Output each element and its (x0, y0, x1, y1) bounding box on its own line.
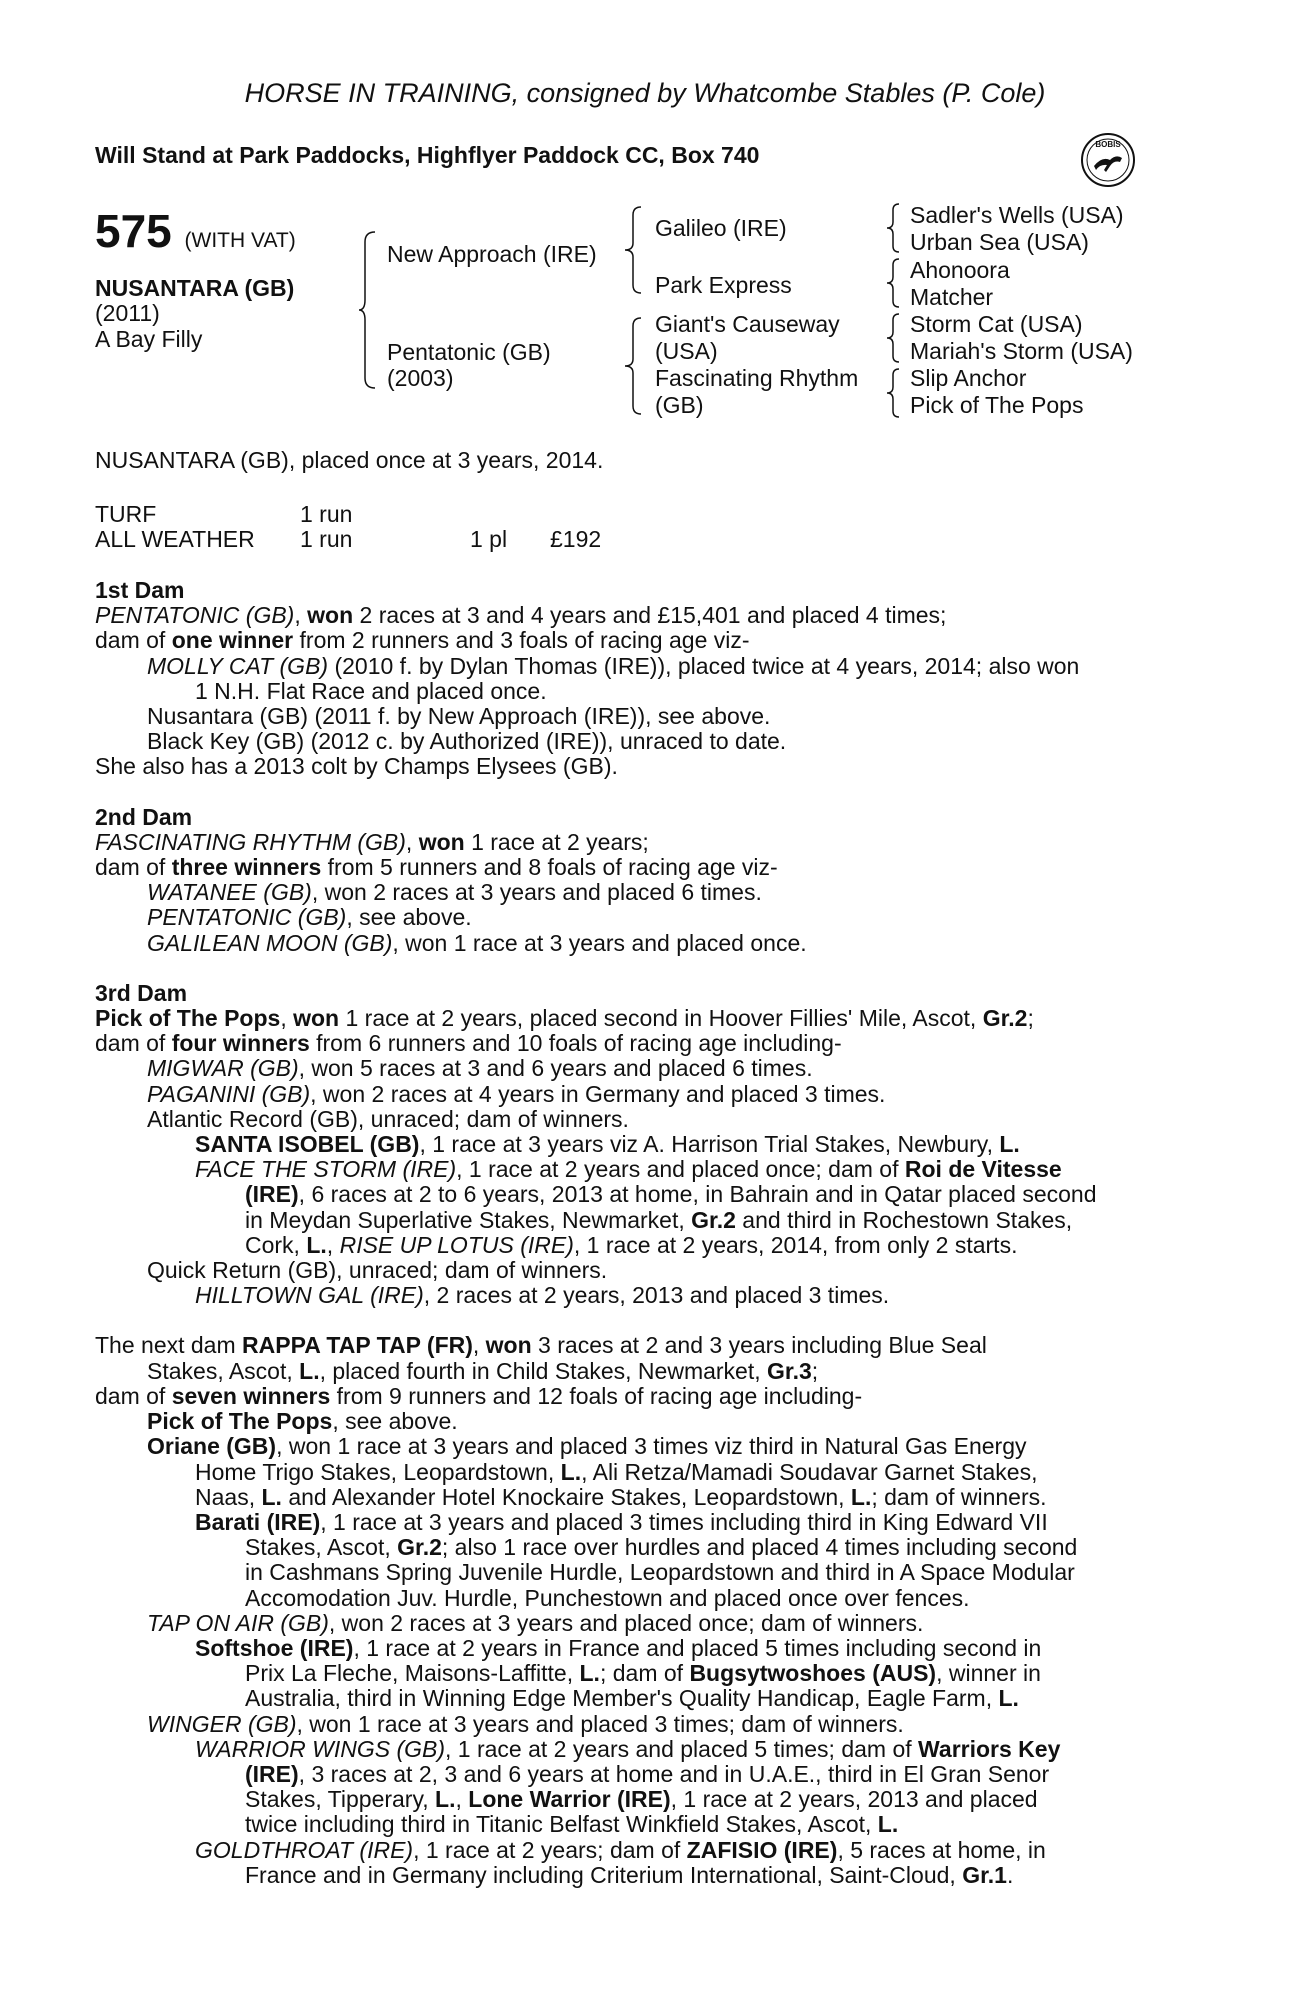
first-dam-line2: dam of one winner from 2 runners and 3 foals of racing age viz- (95, 627, 750, 654)
next-dam-produce-pick: Pick of The Pops, see above. (147, 1408, 458, 1435)
race-summary: NUSANTARA (GB), placed once at 3 years, 2014. (95, 447, 604, 473)
first-dam-line1: PENTATONIC (GB), won 2 races at 3 and 4 years and £15,401 and placed 4 times; (95, 602, 947, 629)
pedigree-sss: Sadler's Wells (USA) (910, 202, 1124, 228)
pedigree-dds: Slip Anchor (910, 365, 1027, 391)
next-dam-line2: Stakes, Ascot, L., placed fourth in Child Stakes, Newmarket, Gr.3; (147, 1357, 819, 1384)
lot-number: 575 (95, 205, 172, 257)
third-dam-produce-migwar: MIGWAR (GB), won 5 races at 3 and 6 years and placed 6 times. (147, 1055, 813, 1082)
third-dam-line2: dam of four winners from 6 runners and 10 foals of racing age including- (95, 1030, 842, 1057)
first-dam-produce-molly-cont: 1 N.H. Flat Race and placed once. (195, 677, 547, 704)
third-dam-gp-roi-line1: (IRE), 6 races at 2 to 6 years, 2013 at home, in Bahrain and in Qatar placed second (245, 1181, 1097, 1208)
page-header: HORSE IN TRAINING, consigned by Whatcombe Stables (P. Cole) (244, 78, 1046, 108)
pedigree-brace-3b (885, 257, 901, 309)
next-dam-oriane-line2: Home Trigo Stakes, Leopardstown, L., Ali Retza/Mamadi Soudavar Garnet Stakes, (195, 1458, 1038, 1485)
next-dam-produce-oriane: Oriane (GB), won 1 race at 3 years and placed 3 times viz third in Natural Gas Energy (147, 1433, 1027, 1460)
next-dam-barati-line3: in Cashmans Spring Juvenile Hurdle, Leopardstown and third in A Space Modular (245, 1559, 1075, 1586)
pedigree-dss: Storm Cat (USA) (910, 311, 1083, 337)
pedigree-sire-dam: Park Express (655, 272, 792, 298)
next-dam-goldthroat-line2: France and in Germany including Criterium International, Saint-Cloud, Gr.1. (245, 1861, 1014, 1888)
vat-note: (WITH VAT) (184, 229, 296, 252)
pedigree-brace-3c (885, 312, 901, 364)
pedigree-ddd: Pick of The Pops (910, 392, 1084, 418)
pedigree-sire-sire: Galileo (IRE) (655, 215, 787, 241)
next-dam-gp-goldthroat: GOLDTHROAT (IRE), 1 race at 2 years; dam of ZAFISIO (IRE), 5 races at home, in (195, 1836, 1046, 1863)
second-dam-line2: dam of three winners from 5 runners and 8 foals of racing age viz- (95, 854, 778, 881)
next-dam-produce-tap: TAP ON AIR (GB), won 2 races at 3 years and placed once; dam of winners. (147, 1609, 924, 1636)
next-dam-warriors-key-line3: twice including third in Titanic Belfast Winkfield Stakes, Ascot, L. (245, 1811, 899, 1838)
second-dam-produce-watanee: WATANEE (GB), won 2 races at 3 years and placed 6 times. (147, 879, 762, 906)
first-dam-produce-molly: MOLLY CAT (GB) (2010 f. by Dylan Thomas (IRE)), placed twice at 4 years, 2014; also won (147, 652, 1080, 679)
next-dam-produce-winger: WINGER (GB), won 1 race at 3 years and placed 3 times; dam of winners. (147, 1710, 904, 1737)
pedigree-ssd: Urban Sea (USA) (910, 229, 1089, 255)
horse-description: A Bay Filly (95, 326, 203, 352)
third-dam-gp-santa: SANTA ISOBEL (GB), 1 race at 3 years viz A. Harrison Trial Stakes, Newbury, L. (195, 1131, 1020, 1158)
next-dam-softshoe-line3: Australia, third in Winning Edge Member's Quality Handicap, Eagle Farm, L. (245, 1685, 1019, 1712)
next-dam-gp-barati: Barati (IRE), 1 race at 3 years and placed 3 times including third in King Edward VII (195, 1508, 1048, 1535)
first-dam-produce-blackkey: Black Key (GB) (2012 c. by Authorized (IRE)), unraced to date. (147, 728, 787, 755)
next-dam-barati-line2: Stakes, Ascot, Gr.2; also 1 race over hurdles and placed 4 times including second (245, 1534, 1078, 1561)
third-dam-gp-roi-line3: Cork, L., RISE UP LOTUS (IRE), 1 race at 2 years, 2014, from only 2 starts. (245, 1231, 1018, 1258)
pedigree-dam-sire-line1: Giant's Causeway (655, 311, 840, 337)
next-dam-oriane-line3: Naas, L. and Alexander Hotel Knockaire Stakes, Leopardstown, L.; dam of winners. (195, 1483, 1047, 1510)
third-dam-line1: Pick of The Pops, won 1 race at 2 years, placed second in Hoover Fillies' Mile, Ascot, Gr.2; (95, 1005, 1034, 1032)
next-dam-line1: The next dam RAPPA TAP TAP (FR), won 3 races at 2 and 3 years including Blue Seal (95, 1332, 987, 1359)
horse-year: (2011) (95, 300, 160, 326)
second-dam-line1: FASCINATING RHYTHM (GB), won 1 race at 2 years; (95, 828, 649, 855)
third-dam-produce-atlantic: Atlantic Record (GB), unraced; dam of winners. (147, 1105, 629, 1132)
record-aw-label: ALL WEATHER (95, 526, 255, 552)
next-dam-gp-warriorwings: WARRIOR WINGS (GB), 1 race at 2 years and placed 5 times; dam of Warriors Key (195, 1735, 1061, 1762)
pedigree-dam-dam-line1: Fascinating Rhythm (655, 365, 859, 391)
third-dam-gp-face: FACE THE STORM (IRE), 1 race at 2 years and placed once; dam of Roi de Vitesse (195, 1156, 1062, 1183)
first-dam-heading: 1st Dam (95, 577, 185, 603)
third-dam-gp-roi-line2: in Meydan Superlative Stakes, Newmarket, Gr.2 and third in Rochestown Stakes, (245, 1206, 1073, 1233)
pedigree-dam-sire-line2: (USA) (655, 338, 718, 364)
pedigree-sire: New Approach (IRE) (387, 241, 597, 267)
next-dam-line3: dam of seven winners from 9 runners and 12 foals of racing age including- (95, 1382, 863, 1409)
record-aw-placed: 1 pl (470, 526, 508, 552)
third-dam-produce-paganini: PAGANINI (GB), won 2 races at 4 years in Germany and placed 3 times. (147, 1080, 886, 1107)
pedigree-dsd: Mariah's Storm (USA) (910, 338, 1133, 364)
next-dam-barati-line4: Accomodation Juv. Hurdle, Punchestown and placed once over fences. (245, 1584, 970, 1611)
pedigree-sdd: Matcher (910, 284, 994, 310)
pedigree-brace-main (357, 230, 377, 390)
pedigree-sds: Ahonoora (910, 257, 1010, 283)
first-dam-colt-note: She also has a 2013 colt by Champs Elysees (GB). (95, 753, 618, 780)
third-dam-gp-hilltown: HILLTOWN GAL (IRE), 2 races at 2 years, 2013 and placed 3 times. (195, 1282, 890, 1309)
second-dam-produce-pentatonic: PENTATONIC (GB), see above. (147, 904, 472, 931)
bobis-logo (1080, 132, 1136, 188)
third-dam-produce-quick: Quick Return (GB), unraced; dam of winners. (147, 1257, 608, 1284)
record-aw-prize: £192 (550, 526, 602, 552)
pedigree-brace-sire (623, 205, 643, 295)
lot-number-block (95, 204, 296, 258)
dam-record-body (95, 578, 1195, 1888)
next-dam-gp-softshoe: Softshoe (IRE), 1 race at 2 years in France and placed 5 times including second in (195, 1634, 1042, 1661)
first-dam-produce-nusantara: Nusantara (GB) (2011 f. by New Approach (IRE)), see above. (147, 703, 771, 730)
record-turf-runs: 1 run (300, 501, 353, 527)
second-dam-produce-galilean: GALILEAN MOON (GB), won 1 race at 3 years and placed once. (147, 929, 807, 956)
stand-location: Will Stand at Park Paddocks, Highflyer Paddock CC, Box 740 (95, 142, 760, 168)
pedigree-dam-dam-line2: (GB) (655, 392, 704, 418)
record-aw-runs: 1 run (300, 526, 353, 552)
logo-lettering: BOBIS (1095, 140, 1121, 149)
third-dam-heading: 3rd Dam (95, 979, 188, 1006)
next-dam-warriors-key-line2: Stakes, Tipperary, L., Lone Warrior (IRE), 1 race at 2 years, 2013 and placed (245, 1786, 1038, 1813)
pedigree-brace-3d (885, 367, 901, 419)
pedigree-dam-line2: (2003) (387, 365, 454, 391)
next-dam-softshoe-line2: Prix La Fleche, Maisons-Laffitte, L.; dam of Bugsytwoshoes (AUS), winner in (245, 1660, 1041, 1687)
pedigree-dam-line1: Pentatonic (GB) (387, 339, 551, 365)
pedigree-brace-dam (623, 316, 643, 416)
pedigree-brace-3a (885, 202, 901, 254)
next-dam-warriors-key-line1: (IRE), 3 races at 2, 3 and 6 years at home and in U.A.E., third in El Gran Senor (245, 1760, 1050, 1787)
horse-name: NUSANTARA (GB) (95, 275, 295, 301)
second-dam-heading: 2nd Dam (95, 803, 193, 830)
record-turf-label: TURF (95, 501, 157, 527)
